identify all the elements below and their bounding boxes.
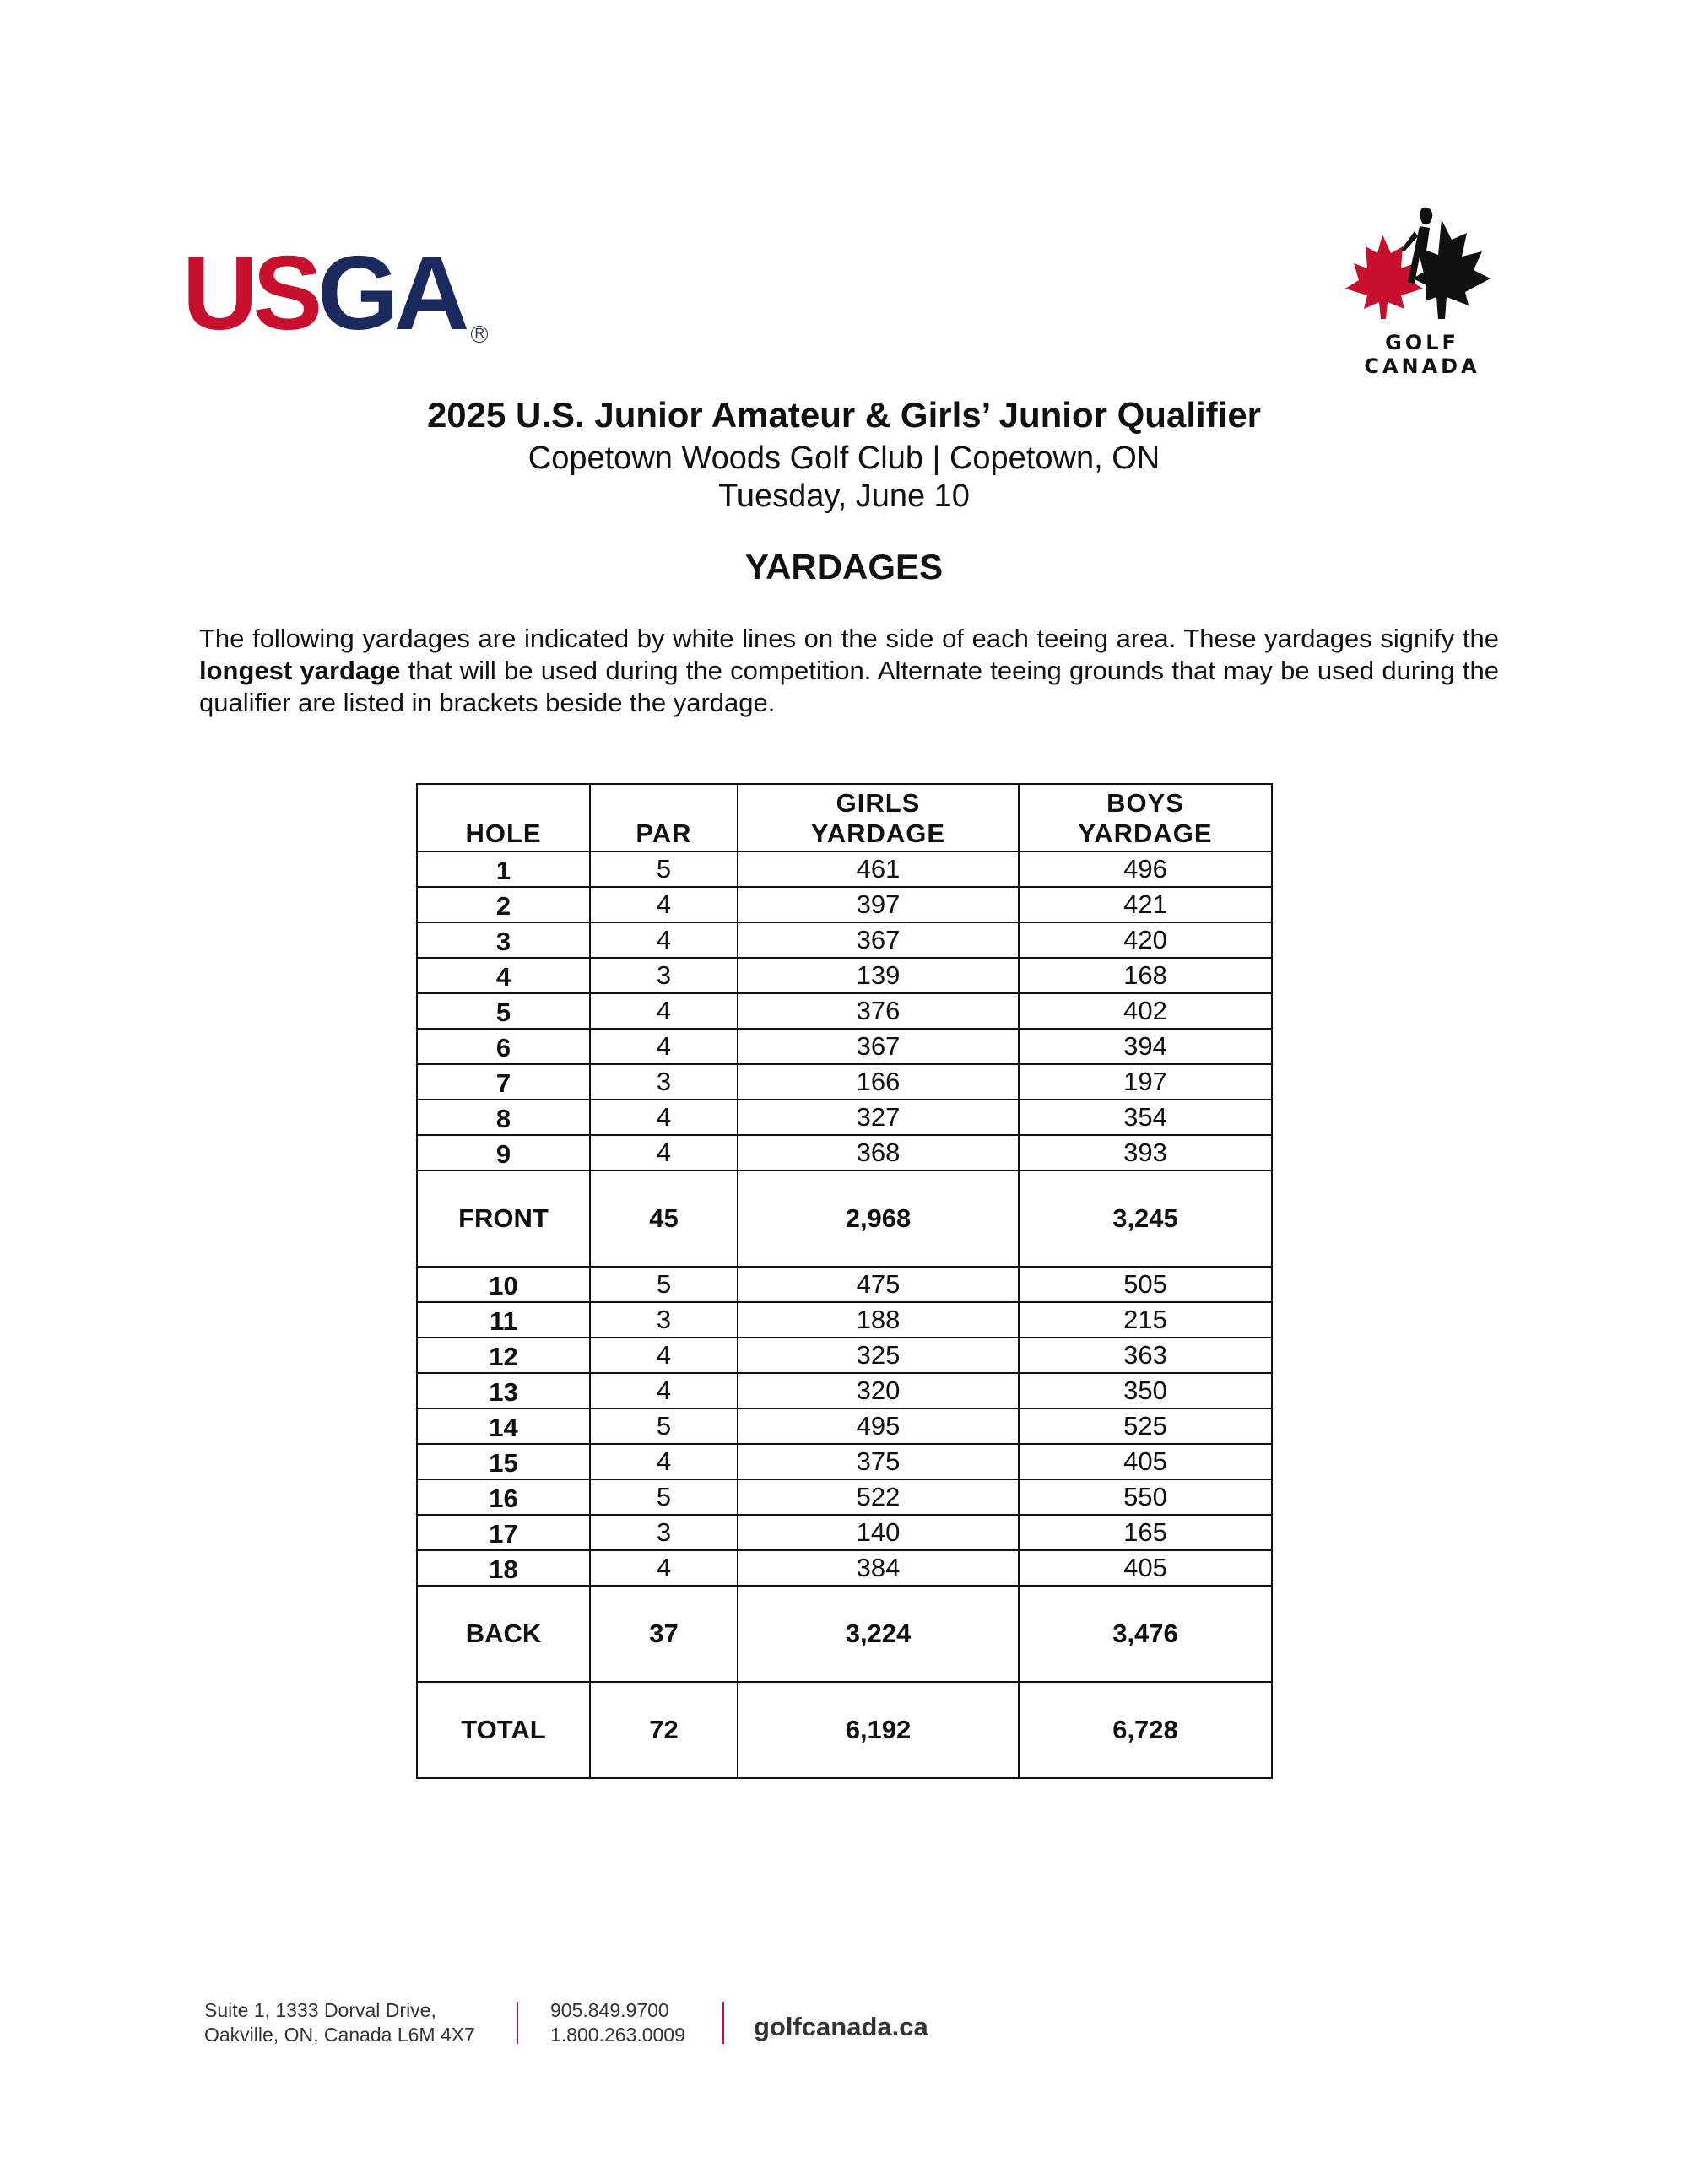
footer-address-line1: Suite 1, 1333 Dorval Drive, bbox=[204, 1999, 436, 2021]
table-row bbox=[417, 1550, 1272, 1586]
boys-yardage: 168 bbox=[1019, 958, 1272, 993]
girls-yardage: 320 bbox=[738, 1373, 1019, 1408]
hole-number: 6 bbox=[417, 1029, 590, 1064]
hole-number: 5 bbox=[417, 993, 590, 1029]
hole-number: 12 bbox=[417, 1338, 590, 1373]
hole-par: 3 bbox=[590, 1515, 738, 1550]
hole-number: 16 bbox=[417, 1479, 590, 1515]
hole-par: 4 bbox=[590, 1444, 738, 1479]
page-title: 2025 U.S. Junior Amateur & Girls’ Junior Qualifier bbox=[426, 395, 1262, 435]
event-date: Tuesday, June 10 bbox=[718, 478, 970, 514]
girls-yardage: 376 bbox=[738, 993, 1019, 1029]
footer-address-line2: Oakville, ON, Canada L6M 4X7 bbox=[204, 2024, 475, 2046]
yardage-table bbox=[416, 783, 1273, 1779]
hole-par: 4 bbox=[590, 1100, 738, 1135]
table-header-row bbox=[417, 784, 1272, 851]
boys-yardage: 402 bbox=[1019, 993, 1272, 1029]
boys-yardage: 525 bbox=[1019, 1408, 1272, 1444]
girls-yardage: 368 bbox=[738, 1135, 1019, 1170]
table-row bbox=[417, 1444, 1272, 1479]
girls-yardage: 166 bbox=[738, 1064, 1019, 1100]
table-row bbox=[417, 1029, 1272, 1064]
table-row bbox=[417, 1302, 1272, 1338]
hole-par: 4 bbox=[590, 1338, 738, 1373]
intro-text-bold: longest yardage bbox=[199, 656, 401, 685]
front-total-boys: 3,245 bbox=[1019, 1170, 1272, 1267]
header-boys-line1: BOYS bbox=[1106, 788, 1184, 818]
front-total-par: 45 bbox=[590, 1170, 738, 1267]
footer-divider bbox=[722, 2002, 724, 2044]
table-row bbox=[417, 1338, 1272, 1373]
girls-yardage: 367 bbox=[738, 1029, 1019, 1064]
footer-address bbox=[204, 1998, 475, 2047]
girls-yardage: 139 bbox=[738, 958, 1019, 993]
hole-number: 15 bbox=[417, 1444, 590, 1479]
hole-number: 9 bbox=[417, 1135, 590, 1170]
front-total-label: FRONT bbox=[417, 1170, 590, 1267]
usga-logo-ga: GA bbox=[317, 235, 465, 352]
boys-yardage: 215 bbox=[1019, 1302, 1272, 1338]
boys-yardage: 496 bbox=[1019, 851, 1272, 887]
boys-yardage: 197 bbox=[1019, 1064, 1272, 1100]
hole-par: 4 bbox=[590, 1135, 738, 1170]
hole-number: 11 bbox=[417, 1302, 590, 1338]
table-row bbox=[417, 1267, 1272, 1302]
front-total-row bbox=[417, 1170, 1272, 1267]
golf-canada-logo-line1: GOLF bbox=[1385, 331, 1459, 354]
hole-number: 2 bbox=[417, 887, 590, 922]
girls-yardage: 140 bbox=[738, 1515, 1019, 1550]
boys-yardage: 165 bbox=[1019, 1515, 1272, 1550]
girls-yardage: 397 bbox=[738, 887, 1019, 922]
section-heading: YARDAGES bbox=[744, 547, 944, 587]
venue-subtitle: Copetown Woods Golf Club | Copetown, ON bbox=[528, 441, 1160, 476]
table-row bbox=[417, 1135, 1272, 1170]
boys-yardage: 405 bbox=[1019, 1444, 1272, 1479]
girls-yardage: 367 bbox=[738, 922, 1019, 958]
hole-number: 4 bbox=[417, 958, 590, 993]
table-row bbox=[417, 887, 1272, 922]
boys-yardage: 394 bbox=[1019, 1029, 1272, 1064]
back-total-label: BACK bbox=[417, 1586, 590, 1682]
hole-number: 10 bbox=[417, 1267, 590, 1302]
footer-phone2: 1.800.263.0009 bbox=[550, 2024, 685, 2046]
hole-par: 3 bbox=[590, 1064, 738, 1100]
header-girls-yardage bbox=[738, 784, 1019, 851]
table-row bbox=[417, 958, 1272, 993]
intro-text-part2: that will be used during the competition. Alternate teeing grounds that may be used during the qualifier are listed in brackets beside the yardage. bbox=[199, 656, 1499, 717]
girls-yardage: 384 bbox=[738, 1550, 1019, 1586]
back-total-boys: 3,476 bbox=[1019, 1586, 1272, 1682]
boys-yardage: 405 bbox=[1019, 1550, 1272, 1586]
footer-phone bbox=[550, 1998, 685, 2047]
hole-number: 7 bbox=[417, 1064, 590, 1100]
boys-yardage: 393 bbox=[1019, 1135, 1272, 1170]
hole-par: 5 bbox=[590, 1267, 738, 1302]
back-total-girls: 3,224 bbox=[738, 1586, 1019, 1682]
hole-number: 17 bbox=[417, 1515, 590, 1550]
hole-number: 14 bbox=[417, 1408, 590, 1444]
back-total-row bbox=[417, 1586, 1272, 1682]
hole-par: 5 bbox=[590, 1479, 738, 1515]
table-row bbox=[417, 1479, 1272, 1515]
hole-number: 18 bbox=[417, 1550, 590, 1586]
hole-par: 5 bbox=[590, 1408, 738, 1444]
table-row bbox=[417, 1064, 1272, 1100]
boys-yardage: 363 bbox=[1019, 1338, 1272, 1373]
hole-par: 5 bbox=[590, 851, 738, 887]
header-boys-yardage bbox=[1019, 784, 1272, 851]
header-boys-line2: YARDAGE bbox=[1078, 819, 1213, 848]
table-row bbox=[417, 993, 1272, 1029]
hole-number: 13 bbox=[417, 1373, 590, 1408]
girls-yardage: 475 bbox=[738, 1267, 1019, 1302]
boys-yardage: 505 bbox=[1019, 1267, 1272, 1302]
hole-par: 3 bbox=[590, 1302, 738, 1338]
hole-number: 8 bbox=[417, 1100, 590, 1135]
back-total-par: 37 bbox=[590, 1586, 738, 1682]
footer-website-link[interactable]: golfcanada.ca bbox=[754, 2012, 928, 2041]
table-row bbox=[417, 1408, 1272, 1444]
header-par: PAR bbox=[590, 784, 738, 851]
hole-par: 4 bbox=[590, 887, 738, 922]
girls-yardage: 495 bbox=[738, 1408, 1019, 1444]
hole-par: 4 bbox=[590, 993, 738, 1029]
boys-yardage: 550 bbox=[1019, 1479, 1272, 1515]
girls-yardage: 522 bbox=[738, 1479, 1019, 1515]
boys-yardage: 354 bbox=[1019, 1100, 1272, 1135]
footer-phone1: 905.849.9700 bbox=[550, 1999, 669, 2021]
golf-canada-logo bbox=[1342, 201, 1502, 378]
boys-yardage: 420 bbox=[1019, 922, 1272, 958]
boys-yardage: 350 bbox=[1019, 1373, 1272, 1408]
table-row bbox=[417, 851, 1272, 887]
intro-paragraph bbox=[199, 623, 1499, 719]
hole-par: 4 bbox=[590, 1029, 738, 1064]
girls-yardage: 188 bbox=[738, 1302, 1019, 1338]
maple-leaf-golfer-icon bbox=[1342, 201, 1502, 327]
grand-total-boys: 6,728 bbox=[1019, 1682, 1272, 1778]
table-row bbox=[417, 1100, 1272, 1135]
grand-total-girls: 6,192 bbox=[738, 1682, 1019, 1778]
registered-mark-icon: R bbox=[471, 326, 488, 343]
hole-par: 4 bbox=[590, 1373, 738, 1408]
intro-text-part1: The following yardages are indicated by white lines on the side of each teeing area. These yardages signify the bbox=[199, 624, 1499, 653]
table-row bbox=[417, 1373, 1272, 1408]
hole-par: 4 bbox=[590, 1550, 738, 1586]
girls-yardage: 327 bbox=[738, 1100, 1019, 1135]
grand-total-par: 72 bbox=[590, 1682, 738, 1778]
grand-total-label: TOTAL bbox=[417, 1682, 590, 1778]
grand-total-row bbox=[417, 1682, 1272, 1778]
hole-number: 1 bbox=[417, 851, 590, 887]
boys-yardage: 421 bbox=[1019, 887, 1272, 922]
header-hole: HOLE bbox=[417, 784, 590, 851]
golf-canada-logo-line2: CANADA bbox=[1364, 354, 1480, 378]
table-row bbox=[417, 1515, 1272, 1550]
front-total-girls: 2,968 bbox=[738, 1170, 1019, 1267]
footer-divider bbox=[517, 2002, 518, 2044]
girls-yardage: 375 bbox=[738, 1444, 1019, 1479]
header-girls-line1: GIRLS bbox=[836, 788, 921, 818]
usga-logo bbox=[182, 235, 488, 352]
header-girls-line2: YARDAGE bbox=[810, 819, 946, 848]
girls-yardage: 461 bbox=[738, 851, 1019, 887]
table-row bbox=[417, 922, 1272, 958]
girls-yardage: 325 bbox=[738, 1338, 1019, 1373]
usga-logo-us: US bbox=[182, 235, 318, 352]
hole-number: 3 bbox=[417, 922, 590, 958]
hole-par: 3 bbox=[590, 958, 738, 993]
hole-par: 4 bbox=[590, 922, 738, 958]
